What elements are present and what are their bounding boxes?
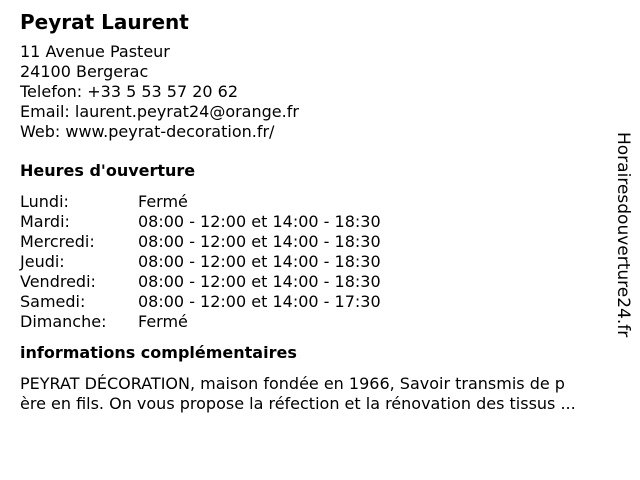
opening-hours-heading: Heures d'ouverture bbox=[20, 161, 196, 180]
hours-day: Samedi: bbox=[20, 292, 86, 311]
hours-day: Lundi: bbox=[20, 192, 69, 211]
business-name: Peyrat Laurent bbox=[20, 10, 189, 34]
hours-time: 08:00 - 12:00 et 14:00 - 18:30 bbox=[138, 252, 381, 271]
hours-row-dimanche bbox=[20, 312, 620, 332]
hours-row-jeudi bbox=[20, 252, 620, 272]
hours-time: 08:00 - 12:00 et 14:00 - 17:30 bbox=[138, 292, 381, 311]
hours-row-vendredi bbox=[20, 272, 620, 292]
email-line: Email: laurent.peyrat24@orange.fr bbox=[20, 102, 299, 121]
hours-time: 08:00 - 12:00 et 14:00 - 18:30 bbox=[138, 212, 381, 231]
hours-day: Mardi: bbox=[20, 212, 70, 231]
hours-row-lundi bbox=[20, 192, 620, 212]
hours-day: Jeudi: bbox=[20, 252, 65, 271]
hours-day: Mercredi: bbox=[20, 232, 95, 251]
opening-hours-table bbox=[20, 192, 620, 332]
additional-info-line-2: ère en fils. On vous propose la réfection et la rénovation des tissus ... bbox=[20, 394, 576, 413]
hours-day: Vendredi: bbox=[20, 272, 96, 291]
site-watermark-text: Horairesdouverture24.fr bbox=[613, 132, 633, 338]
additional-info-heading: informations complémentaires bbox=[20, 343, 297, 362]
additional-info-line-1: PEYRAT DÉCORATION, maison fondée en 1966, Savoir transmis de p bbox=[20, 374, 565, 393]
hours-time: Fermé bbox=[138, 192, 188, 211]
hours-time: Fermé bbox=[138, 312, 188, 331]
address-line-2: 24100 Bergerac bbox=[20, 62, 149, 81]
business-card bbox=[20, 8, 620, 414]
site-watermark bbox=[612, 132, 634, 346]
web-line: Web: www.peyrat-decoration.fr/ bbox=[20, 122, 275, 141]
hours-row-samedi bbox=[20, 292, 620, 312]
hours-time: 08:00 - 12:00 et 14:00 - 18:30 bbox=[138, 232, 381, 251]
hours-time: 08:00 - 12:00 et 14:00 - 18:30 bbox=[138, 272, 381, 291]
hours-row-mardi bbox=[20, 212, 620, 232]
address-line-1: 11 Avenue Pasteur bbox=[20, 42, 170, 61]
hours-day: Dimanche: bbox=[20, 312, 107, 331]
phone-line: Telefon: +33 5 53 57 20 62 bbox=[20, 82, 239, 101]
hours-row-mercredi bbox=[20, 232, 620, 252]
